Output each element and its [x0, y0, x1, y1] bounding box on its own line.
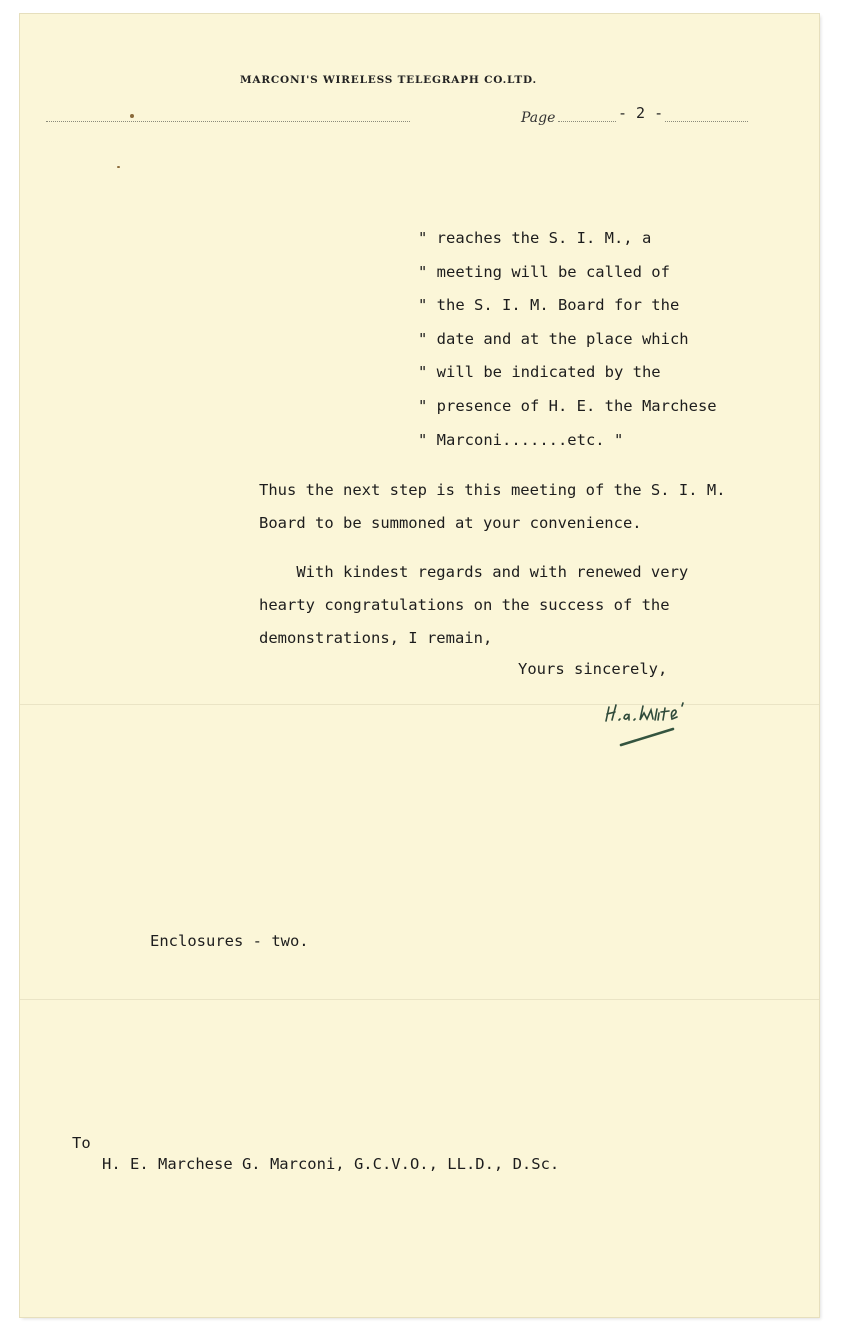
closing: Yours sincerely, — [518, 660, 668, 678]
paragraph-line: hearty congratulations on the success of the — [259, 596, 670, 614]
letterhead: MARCONI'S WIRELESS TELEGRAPH CO.LTD. — [240, 74, 537, 86]
page-label: Page — [521, 110, 556, 126]
to-label: To — [72, 1134, 91, 1152]
page-number: - 2 - — [618, 104, 664, 122]
paragraph-next-step — [259, 474, 726, 540]
quote-line: " the S. I. M. Board for the — [418, 296, 680, 315]
paper-speck — [130, 114, 134, 118]
quote-line: " will be indicated by the — [418, 363, 661, 382]
letter-sheet — [20, 14, 819, 1317]
signature-image — [585, 687, 695, 747]
paragraph-line: Thus the next step is this meeting of the S. I. M. — [259, 481, 726, 499]
fold-crease — [20, 704, 819, 705]
paper-speck — [117, 166, 120, 168]
quote-line: " reaches the S. I. M., a — [418, 229, 652, 247]
enclosures-note: Enclosures - two. — [150, 932, 309, 950]
header-rule-left — [46, 121, 410, 122]
quote-line: " Marconi.......etc. " — [418, 430, 624, 449]
quote-line: " meeting will be called of — [418, 262, 670, 281]
paragraph-line: demonstrations, I remain, — [259, 629, 493, 647]
quoted-passage — [418, 222, 717, 457]
paragraph-line: With kindest regards and with renewed very — [259, 563, 689, 581]
quote-line: " date and at the place which — [418, 329, 689, 348]
recipient-address: H. E. Marchese G. Marconi, G.C.V.O., LL.D., D.Sc. — [102, 1155, 560, 1173]
fold-crease — [20, 999, 819, 1000]
paragraph-line: Board to be summoned at your convenience. — [259, 514, 642, 532]
paragraph-regards — [259, 556, 688, 655]
quote-line: " presence of H. E. the Marchese — [418, 396, 717, 415]
